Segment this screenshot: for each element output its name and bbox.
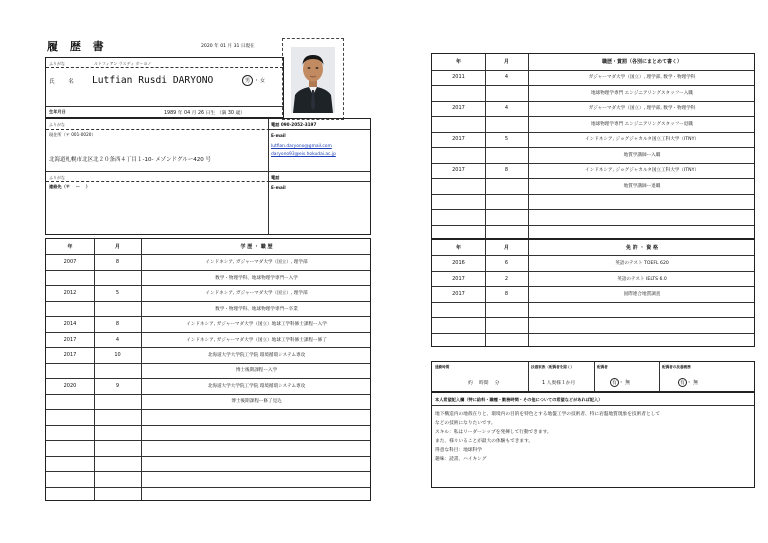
spouse-yes-circle bbox=[610, 378, 619, 387]
education-history-entry: インドネシア, ガジャーマダ大学（国立）地球工学科修士課程ー修了 bbox=[186, 337, 327, 343]
dependents-value: 1 人奥様１か月 bbox=[542, 381, 576, 386]
work-history-year bbox=[432, 178, 485, 194]
education-history-month bbox=[94, 487, 141, 502]
education-history-entry: インドネシア, ガジャーマダ大学（国立）, 理学部 bbox=[205, 291, 308, 297]
work-history-year: 2017 bbox=[452, 167, 465, 174]
education-history-entry bbox=[141, 456, 372, 471]
education-history-month: 8 bbox=[115, 259, 120, 266]
license-month: 8 bbox=[504, 290, 509, 297]
education-history-year bbox=[46, 301, 94, 316]
education-history-month bbox=[94, 425, 141, 440]
sex-separator: ・ bbox=[254, 78, 260, 84]
work-history-entry: 地質学講師ー退職 bbox=[623, 183, 661, 189]
education-history-month bbox=[94, 440, 141, 455]
education-history-year: 2007 bbox=[63, 259, 77, 266]
education-history-entry bbox=[141, 471, 372, 486]
document-date: 2020 年 01 月 31 日現在 bbox=[201, 44, 255, 49]
education-history-month bbox=[94, 363, 141, 378]
address-table bbox=[45, 118, 371, 235]
work-history-month bbox=[485, 116, 528, 132]
education-history-year: 2020 bbox=[63, 382, 77, 389]
education-history-year: 2017 bbox=[63, 352, 77, 359]
contact-furigana-label: ふりがな bbox=[49, 175, 65, 180]
spouse-duty-yes-circle bbox=[678, 378, 687, 387]
spouse-value: 有 ・ 無 bbox=[612, 380, 631, 386]
email2-label: E-mail bbox=[271, 185, 286, 190]
work-history-month bbox=[485, 85, 528, 101]
education-history-entry: 博士後期課程ー修了見込 bbox=[231, 399, 282, 405]
resume-page-right bbox=[431, 53, 755, 488]
wishes-line: スキル：私はリーダーシップを発揮して行動できます。 bbox=[435, 430, 552, 435]
work-history-month bbox=[485, 225, 528, 241]
license-month: 2 bbox=[504, 275, 509, 282]
education-history-year bbox=[46, 471, 94, 486]
work-history-year bbox=[432, 209, 485, 225]
education-history-year bbox=[46, 363, 94, 378]
education-history-year bbox=[46, 440, 94, 455]
work-history-year bbox=[432, 116, 485, 132]
applicant-photo bbox=[291, 47, 335, 113]
wishes-label: 本人希望記入欄（特に給料・職種・勤務時間・その他についての希望などがあれば記入） bbox=[435, 397, 603, 402]
email-link-1[interactable]: lutfian.daryono@gmail.com bbox=[271, 144, 332, 149]
address-furigana-label: ふりがな bbox=[49, 122, 65, 127]
work-history-entry bbox=[528, 209, 756, 225]
work-history-entry: 地質学講師ー入職 bbox=[623, 152, 661, 158]
license-entry bbox=[528, 302, 756, 317]
education-history-month: 4 bbox=[115, 336, 120, 343]
email-link-2[interactable]: daryono93@eis.hokudai.ac.jp bbox=[271, 152, 336, 157]
address-text: 北海道札幌市北区北２０条西４丁目１-10- メゾンドグルー420 号 bbox=[49, 157, 212, 163]
work-history-year: 2017 bbox=[452, 105, 465, 112]
education-history-entry: 北海道大学大学院工学院 環境循環システム専攻 bbox=[207, 383, 306, 389]
license-year bbox=[432, 333, 485, 348]
work-history-month bbox=[485, 209, 528, 225]
sex-female: 女 bbox=[260, 78, 266, 84]
document-title: 履 歴 書 bbox=[47, 40, 108, 53]
license-month bbox=[485, 302, 528, 317]
education-history-month: 8 bbox=[115, 321, 120, 328]
education-history-table bbox=[45, 238, 371, 501]
education-history-month: 10 bbox=[114, 352, 121, 359]
license-entry: 英語のテスト IELTS 6.0 bbox=[617, 276, 667, 282]
education-history-entry: 数学・物理学科、地球物理学専門ー卒業 bbox=[215, 306, 298, 312]
work-history-month bbox=[485, 147, 528, 163]
education-history-year: 2017 bbox=[63, 336, 77, 343]
address-label: 現住所（〒 001-0020） bbox=[49, 132, 96, 137]
license-entry: 英語のテスト TOEFL 620 bbox=[615, 261, 669, 267]
education-history-year bbox=[46, 425, 94, 440]
name-furigana-label: ふりがな bbox=[49, 61, 65, 66]
wishes-section bbox=[431, 392, 755, 488]
work-history-month: 4 bbox=[504, 74, 509, 81]
birth-date: 1989 年 04 月 26 日生 （満 30 歳） bbox=[164, 111, 246, 116]
license-year bbox=[432, 317, 485, 332]
education-history-entry bbox=[141, 440, 372, 455]
education-history-header-month: 月 bbox=[114, 244, 120, 251]
phone2-label: 電話 bbox=[271, 175, 280, 180]
education-history-month bbox=[94, 270, 141, 285]
education-history-month bbox=[94, 456, 141, 471]
education-history-month: 9 bbox=[115, 382, 120, 389]
wishes-line: また、様々いることが最大の体験もできます。 bbox=[435, 439, 534, 444]
education-history-entry: 数学・物理学科、地球物理学専門ー入学 bbox=[215, 275, 298, 281]
license-year: 2017 bbox=[452, 290, 465, 297]
work-history-entry bbox=[528, 194, 756, 210]
license-entry bbox=[528, 317, 756, 332]
license-month: 6 bbox=[504, 260, 509, 267]
work-history-entry: 地球物理学専門 エンジニアリングスタッフー入職 bbox=[591, 90, 693, 96]
license-header-month: 月 bbox=[503, 245, 509, 252]
license-year bbox=[432, 302, 485, 317]
work-history-month bbox=[485, 194, 528, 210]
personal-info-table bbox=[45, 57, 284, 118]
work-history-table bbox=[431, 53, 755, 239]
education-history-year bbox=[46, 456, 94, 471]
wishes-line: などの技術になりたいです。 bbox=[435, 421, 496, 426]
work-history-year bbox=[432, 194, 485, 210]
work-history-header-text: 職歴・賞罰（各別にまとめて書く） bbox=[601, 59, 682, 66]
email-label: E-mail bbox=[271, 133, 286, 138]
license-year: 2016 bbox=[452, 260, 465, 267]
resume-page-left bbox=[45, 38, 371, 501]
commute-label: 通勤時間 bbox=[435, 365, 450, 369]
work-history-entry: インドネシア, ジョグジャカルタ国立工科大学（ITNY） bbox=[585, 137, 699, 143]
license-entry: 国際連合地質調査 bbox=[623, 291, 661, 297]
education-history-year bbox=[46, 270, 94, 285]
spouse-label: 配偶者 bbox=[597, 365, 608, 369]
wishes-line: 得意な科目：地球科学 bbox=[435, 448, 482, 453]
education-history-month bbox=[94, 409, 141, 424]
commute-value: 約 時間 分 bbox=[468, 381, 500, 386]
wishes-line: 地下構造内の地殻在りと、環境内の目的を特色とする地盤工学の技術者、特に岩盤地質現象を技術者として bbox=[435, 412, 661, 417]
spouse-duty-label: 配偶者の扶養義務 bbox=[662, 365, 691, 369]
education-history-entry bbox=[141, 409, 372, 424]
work-history-year: 2017 bbox=[452, 136, 465, 143]
spouse-duty-value: 有 ・ 無 bbox=[680, 380, 699, 386]
education-history-year: 2012 bbox=[63, 290, 77, 297]
education-history-year bbox=[46, 409, 94, 424]
work-history-entry: インドネシア, ジョグジャカルタ国立工科大学（ITNY） bbox=[585, 168, 699, 174]
work-history-month bbox=[485, 178, 528, 194]
birth-label: 生年月日 bbox=[49, 109, 66, 114]
education-history-entry: 博士後期課程ー入学 bbox=[235, 368, 278, 374]
photo-frame bbox=[282, 38, 344, 120]
work-history-month: 5 bbox=[504, 136, 509, 143]
license-month bbox=[485, 333, 528, 348]
dependents-label: 扶養家族（配偶者を除く） bbox=[531, 365, 575, 369]
education-history-header-year: 年 bbox=[67, 244, 73, 251]
work-history-entry: 地球物理学専門 エンジニアリングスタッフー退職 bbox=[591, 121, 693, 127]
education-history-entry: 北海道大学大学院工学院 環境循環システム専攻 bbox=[207, 353, 306, 359]
license-entry bbox=[528, 333, 756, 348]
education-history-entry: インドネシア, ガジャーマダ大学（国立）, 理学部 bbox=[205, 260, 308, 266]
education-history-year bbox=[46, 487, 94, 502]
work-history-header-year: 年 bbox=[455, 59, 461, 66]
wishes-line: 趣味：読書、ハイキング bbox=[435, 457, 487, 462]
work-history-year bbox=[432, 225, 485, 241]
work-history-year bbox=[432, 147, 485, 163]
name-label: 氏 名 bbox=[49, 79, 80, 85]
name-furigana: ルトフィアン ラスディ ダーヨノ bbox=[94, 61, 152, 66]
work-history-entry bbox=[528, 225, 756, 241]
education-history-month bbox=[94, 394, 141, 409]
work-history-entry: ガジャーマダ大学（国立）, 理学部, 数学・物理学科 bbox=[588, 75, 696, 81]
education-history-month: 5 bbox=[115, 290, 120, 297]
education-history-month bbox=[94, 301, 141, 316]
work-history-year: 2011 bbox=[452, 74, 465, 81]
work-history-entry: ガジャーマダ大学（国立）, 理学部, 数学・物理学科 bbox=[588, 106, 696, 112]
education-history-entry bbox=[141, 487, 372, 502]
work-history-month: 8 bbox=[504, 167, 509, 174]
education-history-month bbox=[94, 471, 141, 486]
education-history-entry: インドネシア, ガジャーマダ大学（国立）地球工学科修士課程ー入学 bbox=[186, 322, 327, 328]
education-history-header-text: 学 歴 ・ 職 歴 bbox=[240, 244, 273, 251]
contact-label: 連絡先（〒 ー ） bbox=[49, 184, 90, 189]
license-header-text: 免 許 ・ 資 格 bbox=[626, 245, 658, 252]
phone-label: 電話 090-2052-3197 bbox=[271, 122, 317, 127]
applicant-name: Lutfian Rusdi DARYONO bbox=[92, 75, 214, 86]
commute-dependents-table bbox=[431, 361, 755, 392]
license-year: 2017 bbox=[452, 275, 465, 282]
education-history-year: 2014 bbox=[63, 321, 77, 328]
license-month bbox=[485, 317, 528, 332]
work-history-header-month: 月 bbox=[503, 59, 509, 66]
sex-male-circled: 男 bbox=[242, 75, 253, 86]
education-history-entry bbox=[141, 425, 372, 440]
license-table bbox=[431, 239, 755, 347]
work-history-year bbox=[432, 85, 485, 101]
education-history-year bbox=[46, 394, 94, 409]
work-history-month: 4 bbox=[504, 105, 509, 112]
license-header-year: 年 bbox=[455, 245, 461, 252]
